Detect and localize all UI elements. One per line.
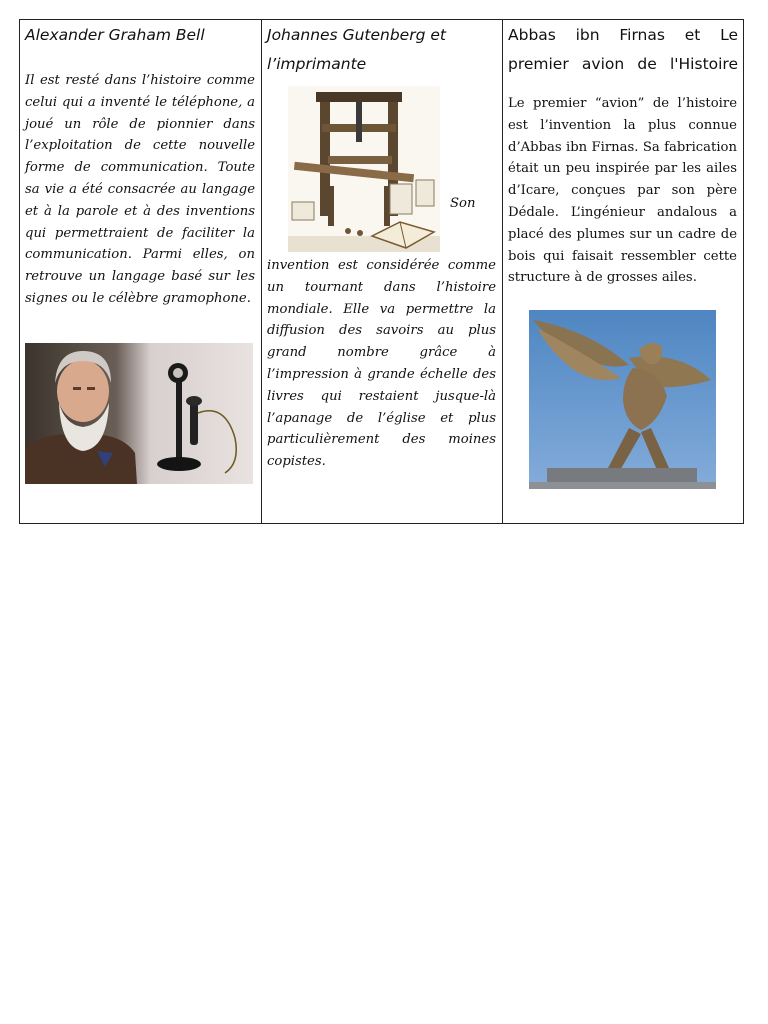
text-gutenberg: invention est considérée comme un tournant dans l’histoire mondiale. Elle va permettre la diffusion des savoirs au plus grand nombre grâce à l’impression à grande échelle des livres qui restaient jusque-là l’apanage de l’église et plus particulièrement des moines copistes. (267, 258, 496, 470)
firnas-statue-image (529, 310, 716, 489)
text-firnas: Le premier “avion” de l’histoire est l’invention la plus connue d’Abbas ibn Firnas. Sa fabrication était un peu inspirée par les ailes d’Icare, conçues par son père Dédale. L’ingénieur andalous a placé des plumes sur un cadre de bois qui faisait ressembler cette structure à de grosses ailes. (508, 96, 737, 286)
column-gutenberg (262, 20, 503, 523)
invention-table (19, 19, 744, 524)
bell-telephone-image (25, 343, 253, 484)
text-gutenberg-lead: Son (450, 196, 476, 211)
printing-press-image (288, 86, 440, 252)
column-bell (20, 20, 262, 523)
column-firnas (503, 20, 743, 523)
text-bell: Il est resté dans l’histoire comme celui qui a inventé le téléphone, a joué un rôle de pionnier dans l’exploitation de cette nouvelle forme de communication. Toute sa vie a été consacrée au langage et à la parole et à des inventions qui permettraient de faciliter la communication. Parmi elles, on retrouve un langage basé sur les signes ou le célèbre gramophone. (25, 73, 255, 306)
heading-bell: Alexander Graham Bell (25, 26, 205, 44)
heading-firnas: Abbas ibn Firnas et Le premier avion de l'Histoire (508, 26, 738, 73)
heading-gutenberg: Johannes Gutenberg et l’imprimante (267, 26, 446, 73)
